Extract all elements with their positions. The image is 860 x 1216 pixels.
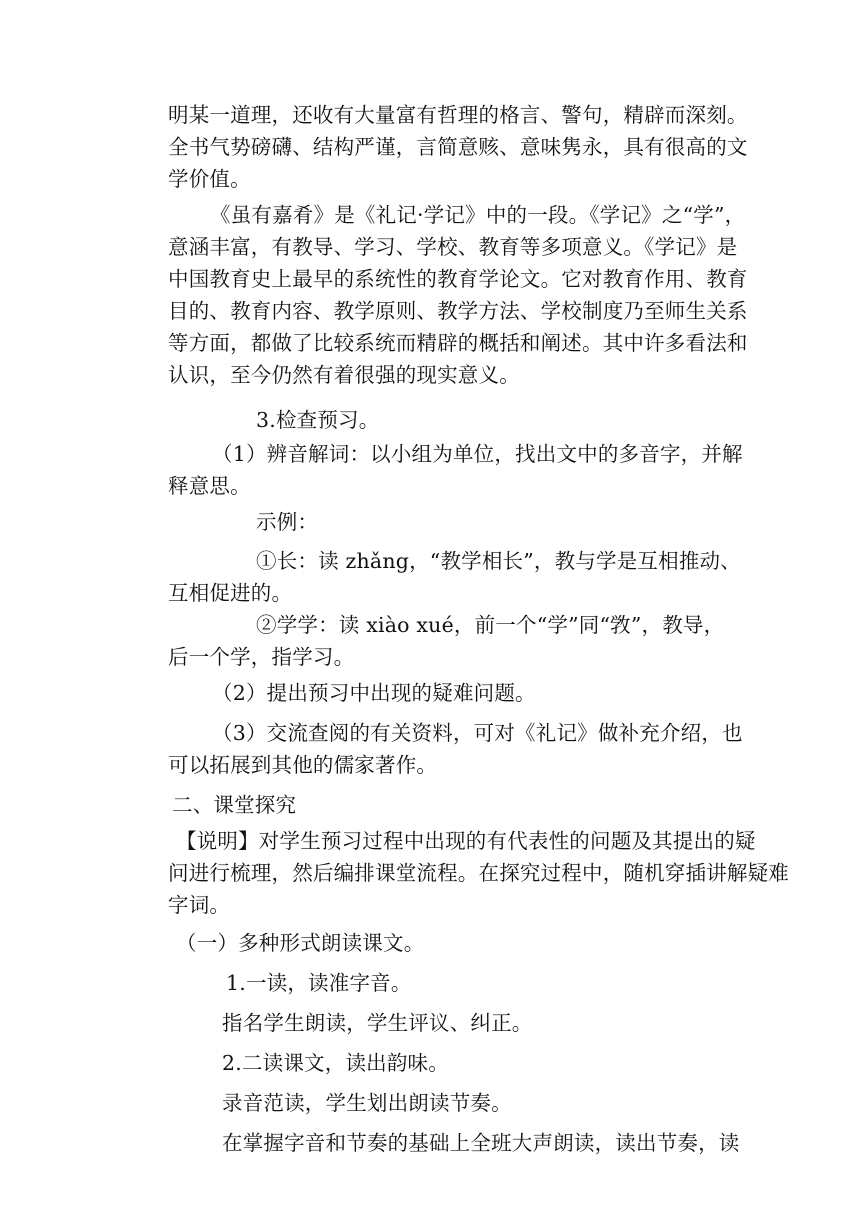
text-line: 目的、教育内容、教学原则、教学方法、学校制度乃至师生关系 (168, 299, 748, 323)
text-line: 全书气势磅礴、结构严谨，言简意赅、意味隽永，具有很高的文 (168, 135, 748, 159)
text-line: 指名学生朗读，学生评议、纠正。 (222, 1011, 533, 1035)
text-line: 释意思。 (168, 474, 251, 498)
text-line: 2.二读课文，读出韵味。 (222, 1051, 449, 1075)
text-line: 字词。 (168, 893, 231, 917)
text-line: 后一个学，指学习。 (168, 645, 355, 669)
text-line: 问进行梳理，然后编排课堂流程。在探究过程中，随机穿插讲解疑难 (168, 861, 789, 885)
text-line: 【说明】对学生预习过程中出现的有代表性的问题及其提出的疑 (176, 829, 756, 853)
text-line: 中国教育史上最早的系统性的教育学论文。它对教育作用、教育 (168, 267, 748, 291)
text-line: 在掌握字音和节奏的基础上全班大声朗读，读出节奏，读 (222, 1131, 740, 1155)
text-line: 等方面，都做了比较系统而精辟的概括和阐述。其中许多看法和 (168, 331, 748, 355)
text-line: 《虽有嘉肴》是《礼记·学记》中的一段。《学记》之“学”， (210, 203, 746, 227)
text-line: 明某一道理，还收有大量富有哲理的格言、警句，精辟而深刻。 (168, 103, 748, 127)
text-line: ①长：读 zhǎng，“教学相长”，教与学是互相推动、 (256, 549, 741, 573)
example-label: 示例： (256, 510, 319, 534)
section-heading: 二、课堂探究 (172, 793, 297, 817)
subsection-heading: （一）多种形式朗读课文。 (176, 931, 425, 955)
text-line: （2）提出预习中出现的疑难问题。 (212, 681, 536, 705)
text-line: （3）交流查阅的有关资料，可对《礼记》做补充介绍，也 (212, 721, 743, 745)
text-line: 意涵丰富，有教导、学习、学校、教育等多项意义。《学记》是 (168, 235, 738, 259)
text-line: 学价值。 (168, 167, 251, 191)
text-line: 可以拓展到其他的儒家著作。 (168, 753, 438, 777)
text-line: 录音范读，学生划出朗读节奏。 (222, 1091, 512, 1115)
text-line: 1.一读，读准字音。 (226, 971, 412, 995)
text-line: 互相促进的。 (168, 581, 293, 605)
heading-check-preview: 3.检查预习。 (256, 408, 380, 432)
text-line: ②学学：读 xiào xué，前一个“学”同“敩”，教导， (256, 613, 725, 637)
text-line: （1）辨音解词：以小组为单位，找出文中的多音字，并解 (212, 442, 743, 466)
text-line: 认识，至今仍然有着很强的现实意义。 (168, 363, 520, 387)
